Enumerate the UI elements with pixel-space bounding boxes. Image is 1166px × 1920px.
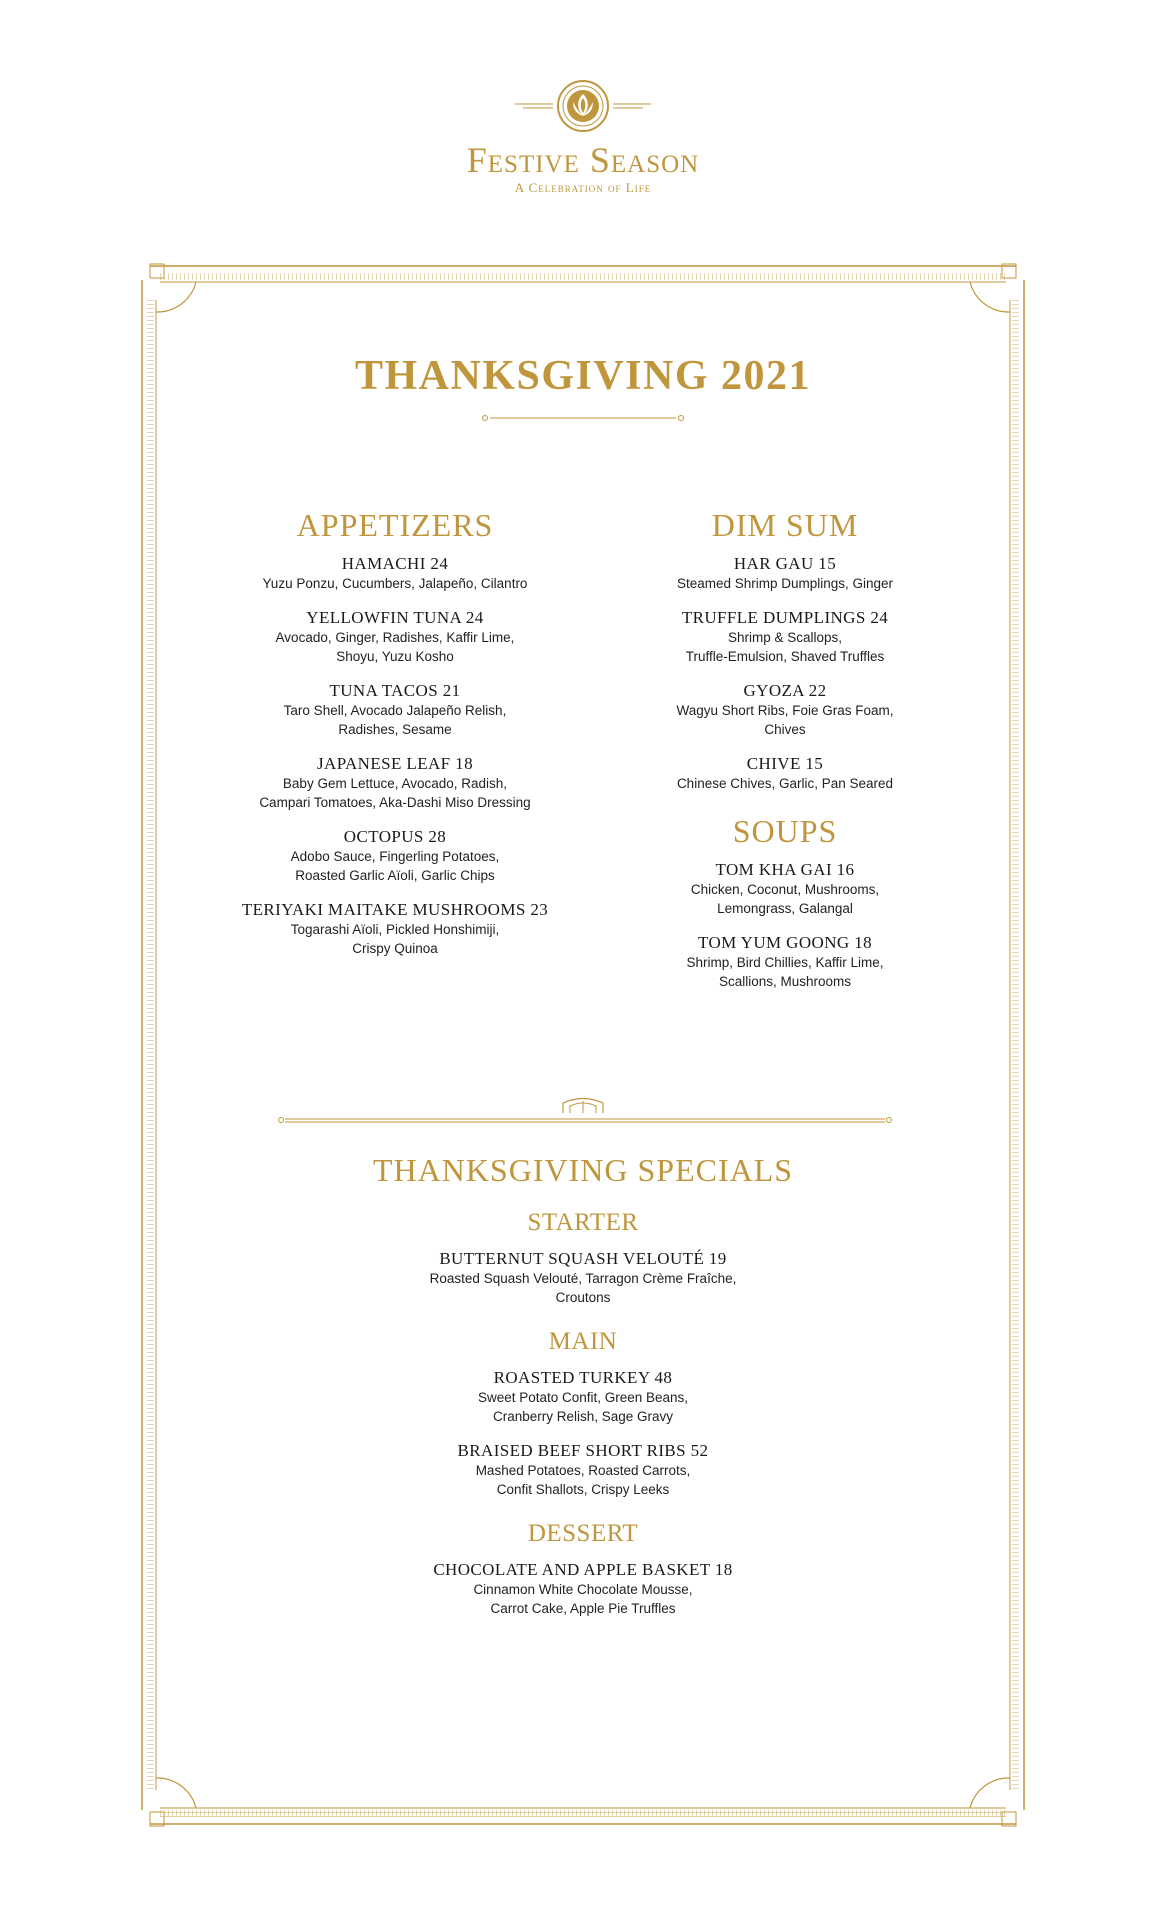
menu-item xyxy=(620,932,950,991)
menu-item xyxy=(620,859,950,918)
item-description: Wagyu Short Ribs, Foie Gras Foam, Chives xyxy=(676,703,894,737)
menu-item xyxy=(283,1559,883,1618)
item-name: CHIVE 15 xyxy=(746,754,824,773)
menu-item xyxy=(195,826,595,885)
menu-title: THANKSGIVING 2021 xyxy=(354,353,812,399)
item-name: BUTTERNUT SQUASH VELOUTÉ 19 xyxy=(439,1249,727,1268)
item-name: JAPANESE LEAF 18 xyxy=(317,754,473,773)
item-description: Cinnamon White Chocolate Mousse, Carrot Cake, Apple Pie Truffles xyxy=(473,1582,693,1616)
dim-sum-soups-section xyxy=(620,505,950,1005)
specials-section xyxy=(283,1150,883,1638)
brand-tagline: A Celebration of Life xyxy=(514,180,652,195)
dessert-group xyxy=(283,1519,883,1618)
starter-group xyxy=(283,1208,883,1307)
item-name: HAMACHI 24 xyxy=(341,554,449,573)
item-description: Baby Gem Lettuce, Avocado, Radish, Campari Tomatoes, Aka-Dashi Miso Dressing xyxy=(259,776,531,810)
item-description: Adobo Sauce, Fingerling Potatoes, Roasted Garlic Aïoli, Garlic Chips xyxy=(290,849,500,883)
starter-heading: STARTER xyxy=(527,1209,639,1236)
item-name: GYOZA 22 xyxy=(743,681,827,700)
menu-item xyxy=(283,1367,883,1426)
menu-item xyxy=(620,753,950,793)
item-description: Yuzu Ponzu, Cucumbers, Jalapeño, Cilantro xyxy=(262,576,528,591)
item-description: Steamed Shrimp Dumplings, Ginger xyxy=(676,576,894,591)
menu-item xyxy=(620,680,950,739)
menu-item xyxy=(195,607,595,666)
brand-name: Festive Season xyxy=(466,140,700,180)
item-description: Avocado, Ginger, Radishes, Kaffir Lime, Shoyu, Yuzu Kosho xyxy=(275,630,515,664)
main-group xyxy=(283,1327,883,1499)
item-description: Shrimp & Scallops, Truffle-Emulsion, Shaved Truffles xyxy=(685,630,885,664)
item-name: YELLOWFIN TUNA 24 xyxy=(306,608,484,627)
item-name: CHOCOLATE AND APPLE BASKET 18 xyxy=(433,1560,733,1579)
lotus-logo-icon xyxy=(513,80,653,136)
main-heading: MAIN xyxy=(548,1328,618,1355)
item-name: TRUFFLE DUMPLINGS 24 xyxy=(681,608,889,627)
menu-item xyxy=(283,1248,883,1307)
item-name: TERIYAKI MAITAKE MUSHROOMS 23 xyxy=(241,900,549,919)
menu-item xyxy=(195,899,595,958)
specials-heading: THANKSGIVING SPECIALS xyxy=(372,1152,794,1188)
menu-item xyxy=(620,553,950,593)
item-description: Togarashi Aïoli, Pickled Honshimiji, Crispy Quinoa xyxy=(290,922,500,956)
dim-sum-heading: DIM SUM xyxy=(711,507,859,543)
item-description: Chicken, Coconut, Mushrooms, Lemongrass, Galangal xyxy=(690,882,880,916)
item-name: HAR GAU 15 xyxy=(733,554,837,573)
item-name: BRAISED BEEF SHORT RIBS 52 xyxy=(457,1441,709,1460)
appetizers-section xyxy=(195,505,595,972)
item-name: ROASTED TURKEY 48 xyxy=(493,1368,673,1387)
item-description: Roasted Squash Velouté, Tarragon Crème Fraîche, Croutons xyxy=(429,1271,737,1305)
menu-item xyxy=(195,680,595,739)
item-description: Sweet Potato Confit, Green Beans, Cranberry Relish, Sage Gravy xyxy=(477,1390,689,1424)
brand-header xyxy=(0,80,1166,196)
menu-item xyxy=(620,607,950,666)
item-name: TOM YUM GOONG 18 xyxy=(697,933,873,952)
item-name: TOM KHA GAI 16 xyxy=(715,860,855,879)
menu-item xyxy=(283,1440,883,1499)
item-name: TUNA TACOS 21 xyxy=(329,681,461,700)
menu-item xyxy=(195,553,595,593)
item-description: Taro Shell, Avocado Jalapeño Relish, Radishes, Sesame xyxy=(283,703,507,737)
item-description: Shrimp, Bird Chillies, Kaffir Lime, Scallions, Mushrooms xyxy=(686,955,884,989)
item-description: Chinese Chives, Garlic, Pan Seared xyxy=(676,776,894,791)
dessert-heading: DESSERT xyxy=(527,1520,639,1547)
menu-item xyxy=(195,753,595,812)
item-description: Mashed Potatoes, Roasted Carrots, Confit Shallots, Crispy Leeks xyxy=(475,1463,691,1497)
item-name: OCTOPUS 28 xyxy=(343,827,447,846)
appetizers-heading: APPETIZERS xyxy=(296,507,494,543)
soups-heading: SOUPS xyxy=(732,813,838,849)
